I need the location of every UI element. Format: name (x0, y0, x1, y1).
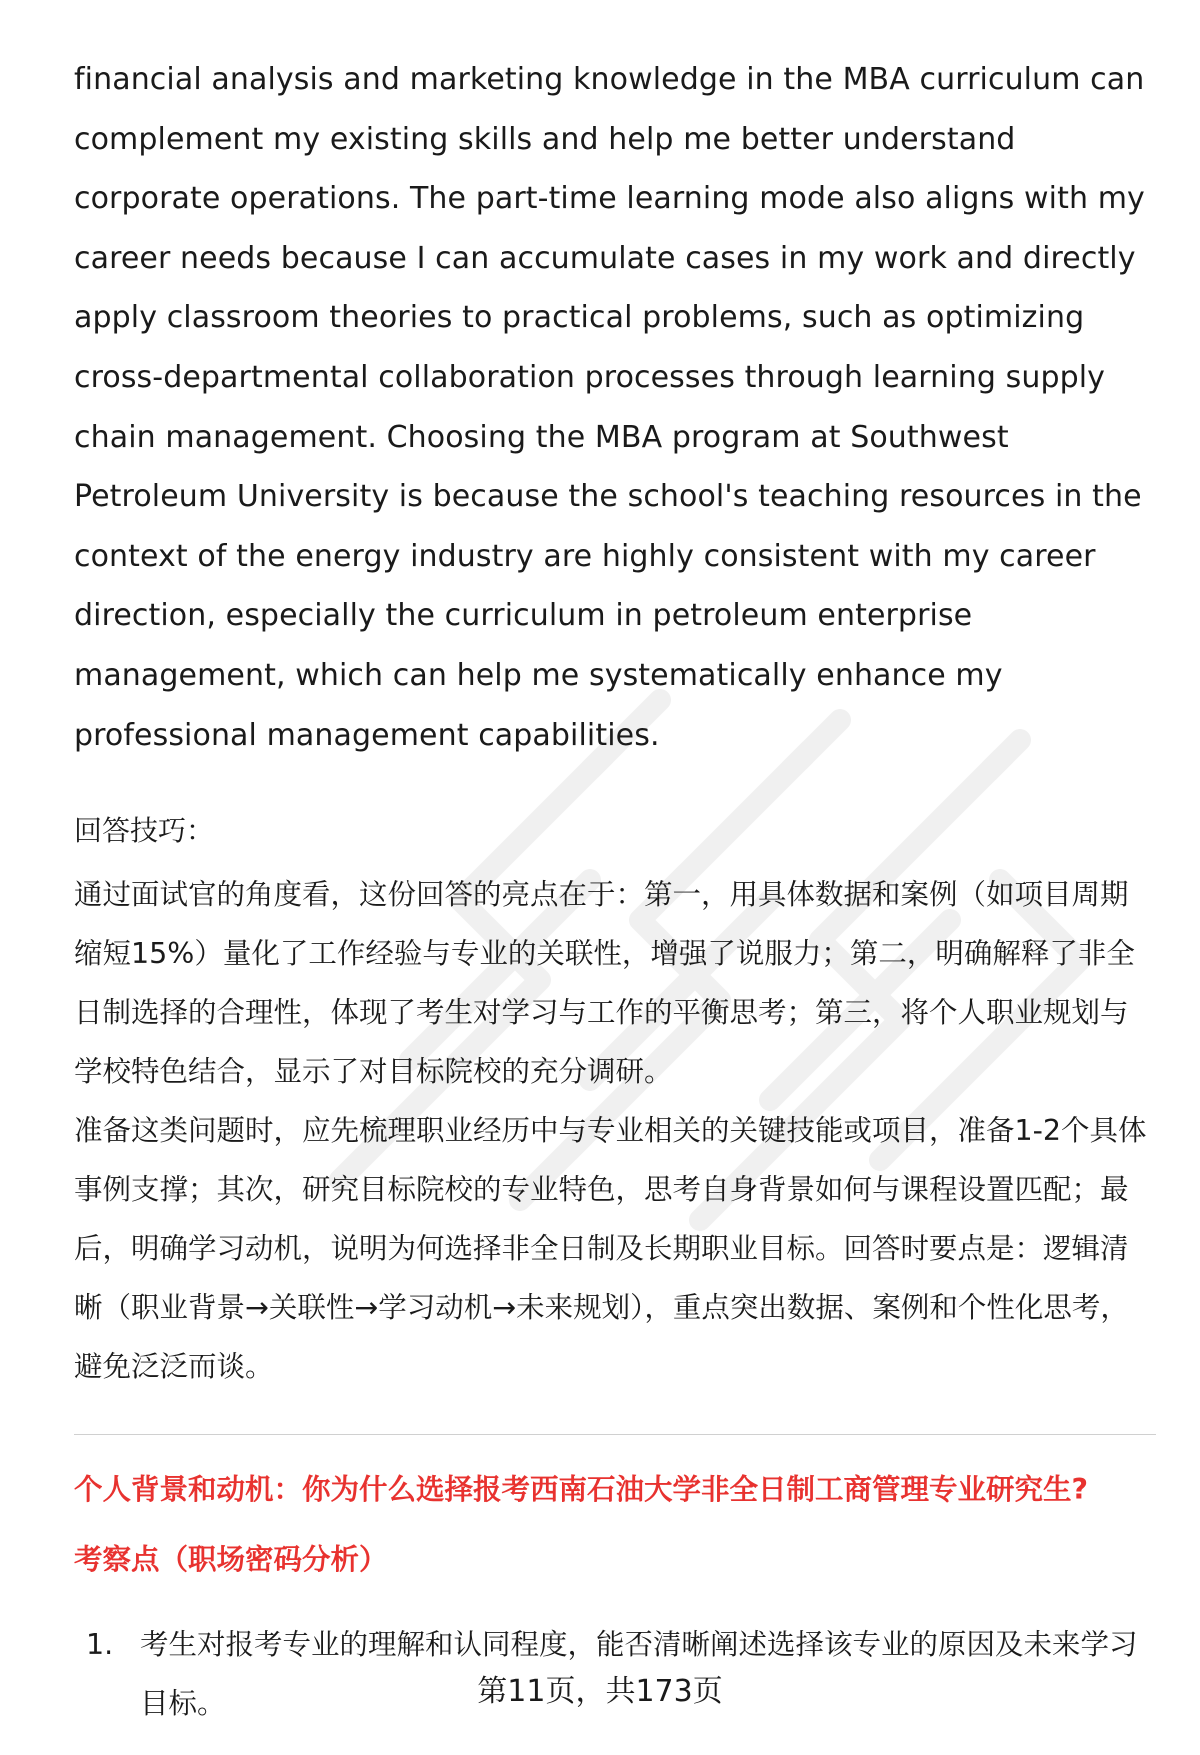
assessment-points-heading: 考察点（职场密码分析） (74, 1543, 388, 1577)
page-number-footer: 第11页，共173页 (477, 1674, 723, 1709)
tips-paragraph-1: 通过面试官的角度看，这份回答的亮点在于：第一，用具体数据和案例（如项目周期缩短15%）量化了工作经验与专业的关联性，增强了说服力；第二，明确解释了非全日制选择的合理性，体现了考生对学习与工作的平衡思考；第三，将个人职业规划与学校特色结合，显示了对目标院校的充分调研。 (74, 878, 1135, 1089)
list-item-text: 考生对报考专业的理解和认同程度，能否清晰阐述选择该专业的原因及未来学习目标。 (140, 1628, 1138, 1721)
tips-title: 回答技巧： (74, 814, 215, 848)
document-page (74, 50, 1156, 1733)
tips-paragraph-2: 准备这类问题时，应先梳理职业经历中与专业相关的关键技能或项目，准备1-2个具体事例支撑；其次，研究目标院校的专业特色，思考自身背景如何与课程设置匹配；最后，明确学习动机，说明为何选择非全日制及长期职业目标。回答时要点是：逻辑清晰（职业背景→关联性→学习动机→未来规划），重点突出数据、案例和个性化思考，避免泛泛而谈。 (74, 1114, 1147, 1384)
list-item-number: 1. (86, 1628, 114, 1662)
english-answer-paragraph: financial analysis and marketing knowledge in the MBA curriculum can complement my existing skills and help me better understand corporate operations. The part-time learning mode also aligns with my career needs because I can accumulate cases in my work and directly apply classroom theories to practical problems, such as optimizing cross-departmental collaboration processes through learning supply chain management. Choosing the MBA program at Southwest Petroleum University is because the school's teaching resources in the context of the energy industry are highly consistent with my career direction, especially the curriculum in petroleum enterprise management, which can help me systematically enhance my professional management capabilities. (74, 62, 1145, 753)
section-divider (74, 1434, 1156, 1435)
question-heading: 个人背景和动机：你为什么选择报考西南石油大学非全日制工商管理专业研究生? (74, 1473, 1089, 1507)
